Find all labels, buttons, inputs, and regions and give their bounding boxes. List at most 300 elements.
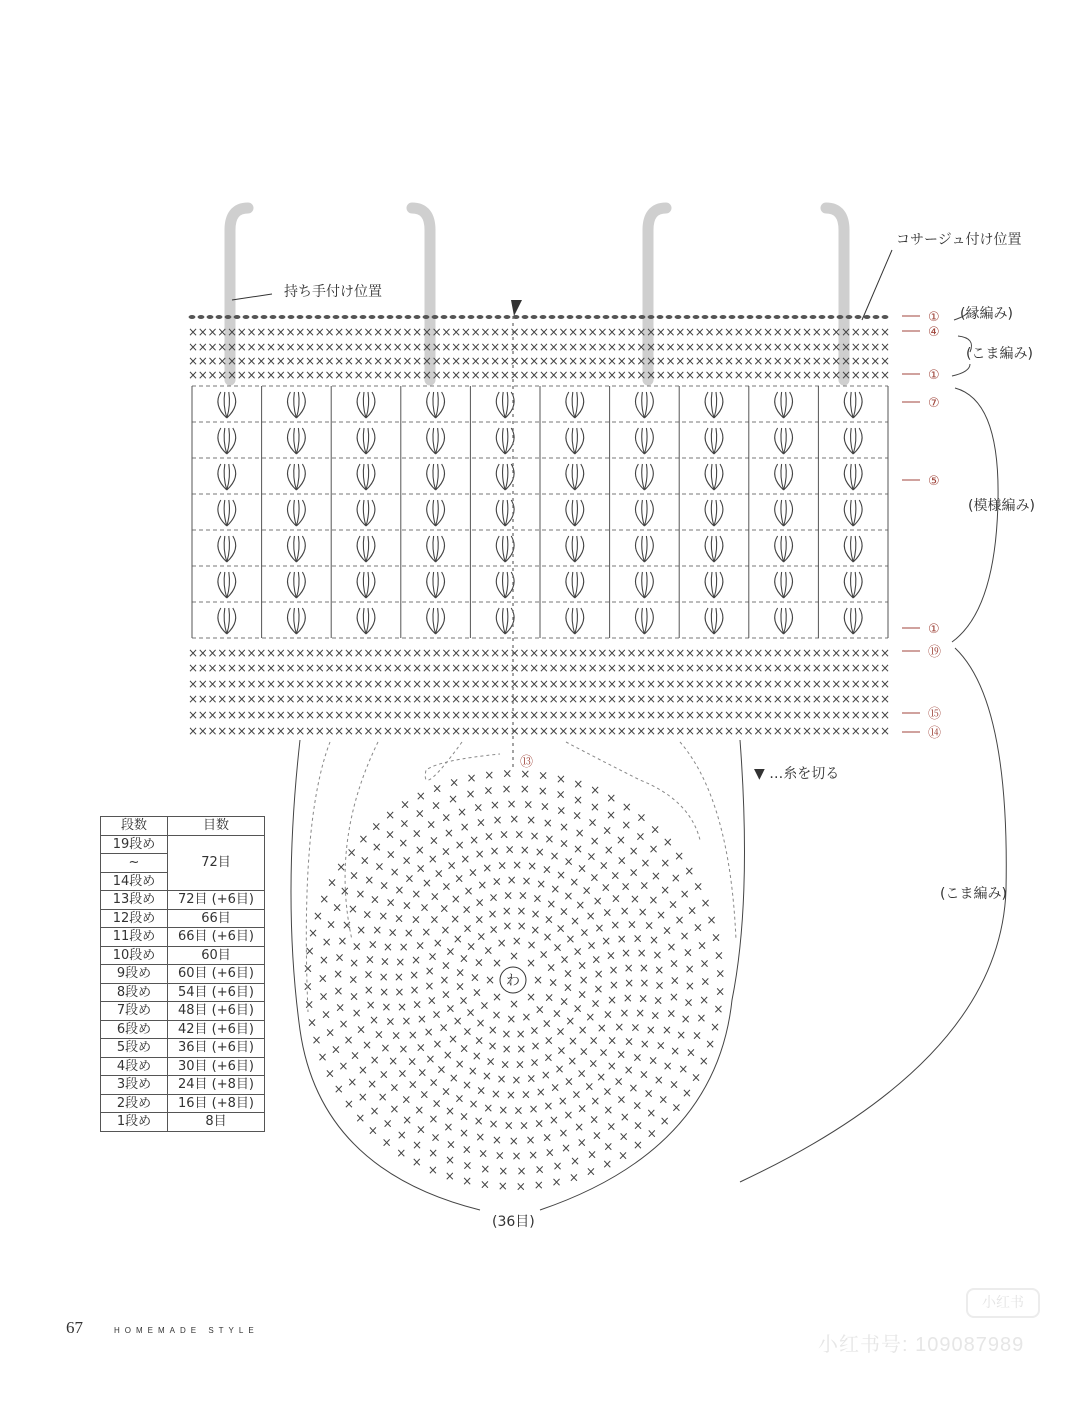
base-stitch: × [407, 1077, 418, 1092]
shell-stitch [844, 500, 862, 526]
base-stitch: × [378, 1067, 389, 1082]
base-stitch: × [461, 1142, 472, 1157]
base-stitch: × [424, 964, 435, 979]
base-stitch: × [396, 999, 408, 1014]
base-stitch: × [319, 891, 330, 906]
base-stitch: × [616, 1047, 627, 1062]
base-stitch: × [385, 847, 396, 862]
shell-stitch [844, 428, 862, 454]
base-stitch: × [395, 954, 406, 969]
base-stitch: × [573, 842, 584, 857]
base-stitch: × [557, 1093, 568, 1108]
base-stitch: × [618, 1129, 629, 1144]
base-stitch: × [662, 835, 673, 850]
chain-stitch [495, 315, 502, 319]
chain-stitch [342, 315, 349, 319]
page-number: 67 [66, 1318, 83, 1337]
base-stitch: × [588, 1056, 599, 1071]
base-stitch: × [363, 982, 374, 997]
base-stitch: × [357, 1089, 368, 1104]
base-stitch: × [536, 876, 547, 891]
shell-stitch [496, 608, 514, 634]
base-stitch: × [551, 1174, 562, 1189]
base-stitch: × [554, 1062, 565, 1077]
chain-stitch [477, 315, 484, 319]
marker-sc-14: ⑭ [928, 726, 942, 741]
base-stitch: × [428, 1112, 439, 1127]
base-stitch: × [447, 791, 459, 806]
table-cell-count: 60目 [168, 946, 265, 965]
shell-stitch [705, 536, 723, 562]
chain-stitch [315, 315, 322, 319]
base-stitch: × [692, 920, 703, 935]
base-stitch: × [341, 917, 352, 932]
base-stitch: × [432, 935, 443, 950]
base-stitch: × [589, 870, 600, 885]
base-stitch: × [548, 975, 559, 990]
chain-stitch [189, 315, 196, 319]
base-stitch: × [483, 1100, 494, 1115]
base-stitch: × [620, 879, 631, 894]
chain-stitch [828, 315, 835, 319]
base-stitch: × [503, 888, 514, 903]
base-stitch: × [653, 1073, 664, 1088]
base-stitch: × [696, 1010, 707, 1025]
base-stitch: × [562, 980, 573, 995]
base-stitch: × [623, 961, 634, 976]
base-stitch: × [542, 1130, 553, 1145]
base-stitch: × [542, 815, 553, 830]
base-stitch: × [555, 771, 566, 786]
base-stitch: × [650, 1008, 661, 1023]
shell-stitch [844, 608, 862, 634]
base-stitch: × [635, 1006, 646, 1021]
base-stitch: × [563, 854, 574, 869]
base-stitch: × [586, 849, 597, 864]
base-stitch: × [474, 895, 485, 910]
sc-bottom-label: (こま編み) [940, 886, 1007, 902]
base-stitch: × [351, 1006, 362, 1021]
base-stitch: × [565, 1013, 576, 1028]
base-stitch: × [526, 937, 537, 952]
base-stitch: × [487, 906, 498, 921]
shell-stitch [357, 392, 375, 418]
sc-top-label: (こま編み) [966, 346, 1033, 362]
base-stitch: × [441, 810, 452, 825]
base-stitch: × [429, 912, 440, 927]
base-stitch: × [491, 874, 502, 889]
table-cell-count: 8目 [168, 1113, 265, 1132]
base-stitch: × [674, 849, 685, 864]
base-stitch: × [635, 829, 646, 844]
base-stitch: × [639, 976, 650, 991]
base-stitch: × [490, 1086, 501, 1101]
shell-stitch [635, 572, 653, 598]
base-stitch: × [519, 782, 530, 797]
base-stitch: × [426, 993, 437, 1008]
base-stitch: × [355, 1022, 367, 1037]
table-row [101, 983, 265, 1002]
shell-stitch [844, 536, 862, 562]
base-stitch: × [466, 939, 477, 954]
base-stitch: × [402, 1112, 413, 1127]
shell-stitch [705, 608, 723, 634]
sc-row: ×××××××××××××××××××××××××××××××××××××××××××××××××××××××××××××××××××××××× [188, 692, 890, 706]
base-stitch: × [450, 911, 461, 926]
base-stitch: × [556, 803, 567, 818]
base-stitch: × [431, 1096, 442, 1111]
base-stitch: × [452, 1013, 463, 1028]
base-stitch: × [504, 842, 515, 857]
base-stitch: × [484, 768, 495, 783]
base-stitch: × [574, 826, 585, 841]
base-stitch: × [474, 1033, 485, 1048]
chain-stitch [846, 315, 853, 319]
base-stitch: × [335, 1000, 346, 1015]
base-stitch: × [411, 886, 422, 901]
base-stitch: × [411, 953, 422, 968]
base-stitch: × [488, 922, 499, 937]
base-stitch: × [511, 1072, 522, 1087]
shell-stitch [566, 392, 584, 418]
base-stitch: × [479, 998, 490, 1013]
base-stitch: × [563, 1108, 574, 1123]
chain-stitch [414, 315, 421, 319]
base-stitch: × [416, 1011, 427, 1026]
base-stitch: × [518, 1118, 530, 1133]
shell-stitch [635, 500, 653, 526]
shell-stitch [218, 392, 236, 418]
base-stitch: × [496, 935, 507, 950]
base-stitch: × [624, 1034, 635, 1049]
base-stitch: × [339, 883, 350, 898]
base-stitch: × [514, 827, 525, 842]
cut-yarn-label: ▼ …糸を切る [754, 766, 840, 782]
marker-sc-4: ④ [928, 325, 940, 340]
table-cell-row: 7段め [101, 1002, 168, 1021]
base-stitch: × [444, 1153, 456, 1168]
base-stitch: × [636, 946, 647, 961]
shell-stitch [357, 572, 375, 598]
table-cell-row: 5段め [101, 1039, 168, 1058]
base-stitch: × [412, 1137, 423, 1152]
base-stitch: × [462, 1024, 473, 1039]
table-cell-count: 36目 (+6目) [168, 1039, 265, 1058]
base-stitch: × [509, 949, 520, 963]
base-stitch: × [660, 882, 671, 897]
base-stitch: × [681, 1085, 692, 1100]
base-stitch: × [318, 953, 329, 968]
base-stitch: × [680, 1012, 691, 1027]
base-stitch: × [431, 798, 442, 813]
base-stitch: × [616, 931, 627, 946]
base-stitch: × [548, 1113, 559, 1128]
base-stitch: × [594, 920, 605, 935]
base-stitch: × [512, 857, 523, 872]
base-stitch: × [459, 819, 470, 834]
chain-stitch [549, 315, 556, 319]
shell-stitch [635, 464, 653, 490]
table-cell-count: 60目 (+6目) [168, 965, 265, 984]
chain-stitch [387, 315, 394, 319]
base-stitch: × [530, 906, 541, 921]
chain-stitch [486, 315, 493, 319]
base-stitch: × [488, 1117, 499, 1132]
base-stitch: × [532, 891, 543, 906]
base-stitch: × [684, 864, 695, 879]
base-stitch: × [367, 1123, 378, 1138]
chain-stitch [783, 315, 790, 319]
base-stitch: × [415, 1122, 426, 1137]
base-stitch: × [474, 847, 485, 862]
base-stitch: × [438, 1020, 449, 1035]
base-stitch: × [501, 903, 512, 918]
chain-stitch [756, 315, 763, 319]
chain-stitch [369, 315, 376, 319]
base-stitch: × [479, 1177, 490, 1192]
base-stitch: × [623, 1062, 634, 1077]
base-stitch: × [307, 1015, 318, 1030]
base-stitch: × [462, 921, 473, 936]
base-stitch: × [552, 1159, 563, 1174]
shell-stitch [566, 500, 584, 526]
base-stitch: × [398, 1041, 409, 1056]
base-stitch: × [603, 843, 614, 858]
base-stitch: × [541, 1016, 552, 1031]
base-stitch: × [573, 792, 584, 807]
base-stitch: × [516, 903, 527, 918]
table-cell-count: 72目 (+6目) [168, 891, 265, 910]
shell-stitch [218, 608, 236, 634]
base-stitch: × [491, 1008, 502, 1023]
base-stitch: × [579, 925, 590, 940]
single-crochet-rows [188, 325, 890, 738]
base-stitch: × [610, 918, 621, 933]
chain-stitch [585, 315, 592, 319]
base-stitch: × [455, 965, 466, 980]
base-stitch: × [546, 960, 557, 975]
chain-stitch [450, 315, 457, 319]
chain-stitch [801, 315, 808, 319]
base-stitch: × [563, 889, 574, 904]
base-stitch: × [391, 1028, 402, 1043]
base-stitch: × [477, 878, 488, 893]
base-stitch: × [457, 804, 468, 819]
base-stitch: × [433, 866, 444, 881]
base-stitch: × [444, 1103, 456, 1118]
base-stitch: × [483, 943, 494, 958]
base-stitch: × [574, 1120, 585, 1135]
base-stitch: × [615, 833, 626, 848]
shell-stitch [775, 572, 793, 598]
chain-stitch [252, 315, 259, 319]
base-stitch: × [487, 1023, 498, 1038]
marker-pattern-1: ① [928, 622, 940, 637]
chain-stitch [567, 315, 574, 319]
edge-stitch-label: (縁編み) [960, 306, 1013, 322]
base-stitch: × [381, 999, 392, 1014]
base-stitch: × [587, 815, 598, 830]
base-stitch: × [555, 787, 566, 802]
base-stitch: × [668, 1077, 680, 1092]
shell-stitch [287, 464, 305, 490]
base-stitch: × [333, 967, 344, 982]
base-stitch: × [343, 1096, 354, 1111]
base-stitch: × [476, 929, 487, 944]
base-stitch: × [567, 1034, 578, 1049]
base-stitch: × [496, 1072, 507, 1087]
base-stitch: × [333, 983, 344, 998]
base-stitch: × [591, 952, 602, 967]
base-stitch: × [440, 844, 451, 859]
shell-stitch [287, 500, 305, 526]
base-stitch: × [596, 1070, 607, 1085]
base-stitch: × [325, 1025, 336, 1040]
chain-stitch [693, 315, 700, 319]
sc-row: ×××××××××××××××××××××××××××××××××××××××××××××××××××××××××××××××××××××××× [188, 661, 890, 675]
table-cell-row: 4段め [101, 1057, 168, 1076]
base-stitch: × [558, 1126, 569, 1141]
base-stitch: × [458, 951, 469, 966]
base-stitch: × [471, 1049, 482, 1064]
base-stitch: × [632, 931, 643, 946]
base-stitch: × [483, 783, 494, 798]
base-stitch: × [394, 984, 405, 999]
base-stitch: × [598, 1045, 609, 1060]
base-stitch: × [678, 1062, 689, 1077]
shell-stitch [218, 572, 236, 598]
base-stitch: × [346, 845, 357, 860]
base-stitch: × [478, 1146, 489, 1161]
base-stitch: × [440, 987, 451, 1002]
base-stitch: × [393, 969, 404, 984]
base-stitch: × [679, 886, 690, 901]
base-stitch: × [415, 861, 426, 876]
shell-stitch [635, 428, 653, 454]
shell-stitch [218, 464, 236, 490]
base-stitch: × [558, 820, 570, 835]
base-stitch: × [592, 893, 603, 908]
base-stitch: × [525, 1132, 536, 1147]
table-cell-count: 42目 (+6目) [168, 1020, 265, 1039]
sc-row: ×××××××××××××××××××××××××××××××××××××××××××××××××××××××××××××××××××××××× [188, 354, 890, 368]
base-stitch: × [682, 945, 693, 960]
base-stitch: × [466, 771, 477, 786]
table-row [101, 1020, 265, 1039]
chain-stitch [225, 315, 232, 319]
base-stitch: × [374, 859, 385, 874]
base-stitch: × [401, 853, 412, 868]
base-stitch: × [652, 947, 663, 962]
chain-stitch [612, 315, 619, 319]
base-stitch: × [432, 1037, 443, 1052]
base-stitch: × [619, 904, 630, 919]
chain-stitch [711, 315, 718, 319]
base-stitch: × [570, 914, 581, 929]
base-stitch: × [441, 1084, 452, 1099]
shell-stitch [287, 392, 305, 418]
base-stitch: × [489, 844, 500, 859]
sc-row: ×××××××××××××××××××××××××××××××××××××××××××××××××××××××××××××××××××××××× [188, 340, 890, 354]
base-stitch: × [506, 797, 517, 812]
table-row [101, 1002, 265, 1021]
chain-stitch [720, 315, 727, 319]
table-row [101, 1094, 265, 1113]
base-stitch: × [385, 807, 396, 822]
base-stitch: × [534, 1162, 545, 1177]
base-stitch: × [577, 987, 588, 1002]
shell-stitch [287, 536, 305, 562]
base-stitch: × [687, 903, 698, 918]
base-stitch: × [572, 1001, 583, 1016]
base-stitch: × [610, 868, 621, 883]
base-stitch: × [447, 1031, 459, 1046]
shell-stitch [775, 392, 793, 418]
chain-stitch [864, 315, 871, 319]
base-stitch: × [401, 1092, 412, 1107]
base-stitch: × [542, 930, 553, 945]
base-stitch: × [571, 1087, 582, 1102]
base-stitch: × [590, 783, 601, 798]
base-stitch: × [577, 1022, 588, 1037]
shell-stitch [287, 572, 305, 598]
base-stitch: × [377, 1090, 388, 1105]
base-stitch: × [462, 1078, 473, 1093]
base-stitch: × [501, 1042, 512, 1057]
base-stitch: × [480, 1162, 491, 1177]
base-stitch: × [502, 766, 513, 781]
shell-stitch [357, 500, 375, 526]
base-stitch: × [494, 1148, 505, 1163]
base-stitch: × [412, 997, 423, 1012]
base-stitch: × [661, 1022, 672, 1037]
chain-stitch [513, 315, 520, 319]
handle-position-label: 持ち手付け位置 [284, 284, 382, 300]
base-stitch: × [617, 1148, 629, 1163]
table-cell-count: 16目 (+8目) [168, 1094, 265, 1113]
watermark-logo: 小红书 [966, 1288, 1040, 1318]
base-stitch: × [650, 868, 661, 883]
chain-stitch [531, 315, 538, 319]
shell-stitch [844, 572, 862, 598]
base-stitch: × [452, 932, 463, 947]
base-stitch: × [654, 963, 665, 978]
base-stitch: × [578, 973, 589, 988]
shell-stitch [496, 392, 514, 418]
shell-stitch [218, 500, 236, 526]
base-stitch: × [487, 1039, 498, 1054]
base-stitch: × [538, 768, 549, 783]
shell-stitch [496, 536, 514, 562]
base-stitch: × [441, 879, 452, 894]
base-stitch: × [445, 944, 456, 959]
base-stitch: × [646, 1126, 657, 1141]
table-row [101, 928, 265, 947]
ring-label: わ [506, 973, 520, 989]
base-stitch: × [585, 908, 596, 923]
base-stitch: × [404, 871, 415, 886]
base-stitch: × [543, 912, 554, 927]
base-stitch: × [710, 1019, 721, 1034]
base-stitch: × [670, 1043, 681, 1058]
base-stitch: × [621, 946, 632, 961]
base-stitch: × [655, 1038, 666, 1053]
base-stitch: × [576, 1066, 587, 1081]
base-stitch: × [501, 1026, 512, 1041]
base-stitch: × [491, 1132, 502, 1147]
base-stitch: × [502, 919, 513, 934]
base-stitch: × [361, 1038, 373, 1053]
